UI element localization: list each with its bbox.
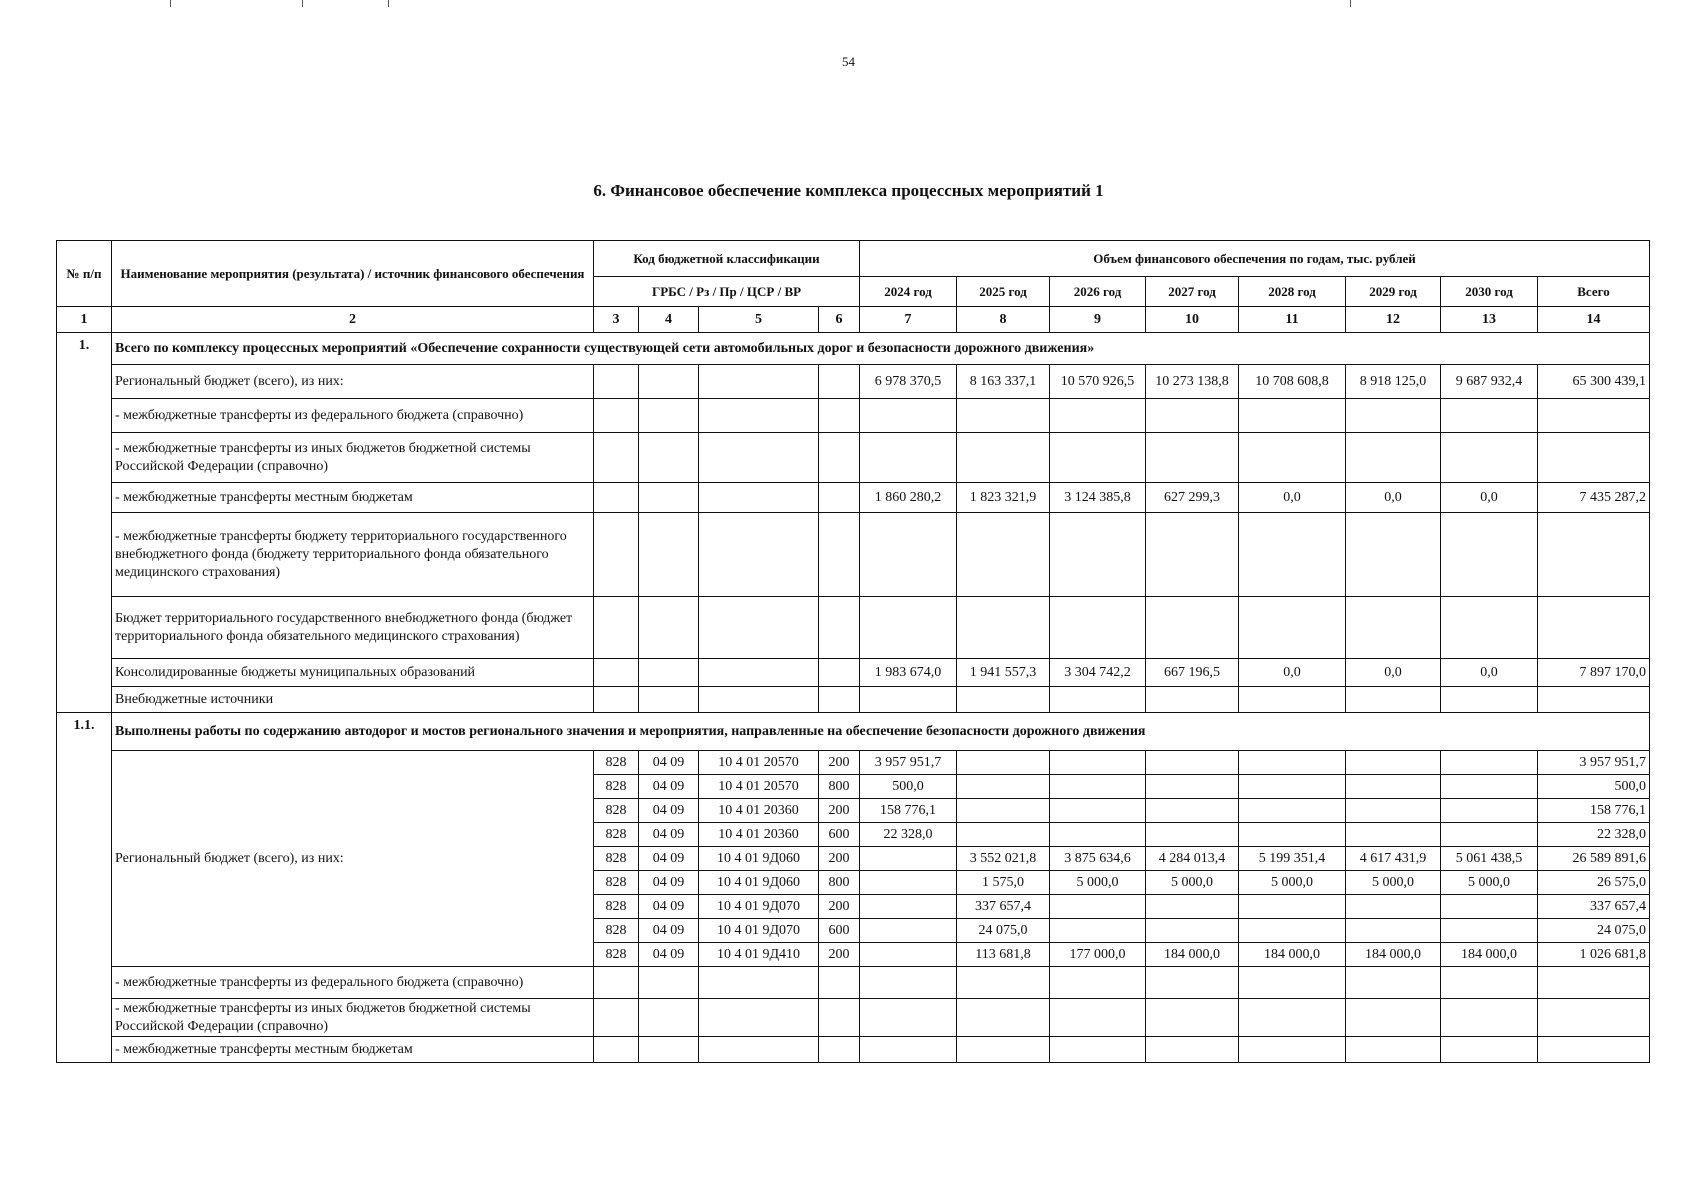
value-cell: 24 075,0 [957, 919, 1050, 943]
value-cell [1146, 597, 1239, 659]
value-cell: 22 328,0 [860, 823, 957, 847]
value-cell [1239, 433, 1346, 483]
csr-code: 10 4 01 9Д060 [699, 871, 819, 895]
header-year: 2024 год [860, 277, 957, 307]
value-cell [957, 775, 1050, 799]
value-cell: 0,0 [1346, 483, 1441, 513]
value-cell: 3 552 021,8 [957, 847, 1050, 871]
empty-cell [957, 999, 1050, 1037]
value-cell [1441, 775, 1538, 799]
code-cell [699, 597, 819, 659]
empty-cell [639, 967, 699, 999]
value-cell [1050, 919, 1146, 943]
code-cell [594, 433, 639, 483]
scan-mark [302, 0, 303, 7]
value-cell: 5 000,0 [1346, 871, 1441, 895]
vr-code: 600 [819, 823, 860, 847]
empty-cell [699, 967, 819, 999]
rz-pr-code: 04 09 [639, 751, 699, 775]
column-number: 5 [699, 307, 819, 333]
empty-cell [1146, 999, 1239, 1037]
value-cell [957, 687, 1050, 713]
value-cell [957, 751, 1050, 775]
value-cell [1441, 919, 1538, 943]
csr-code: 10 4 01 20360 [699, 799, 819, 823]
value-cell [1346, 775, 1441, 799]
code-cell [699, 399, 819, 433]
value-cell: 184 000,0 [1146, 943, 1239, 967]
financing-table [56, 240, 1650, 1063]
vr-code: 200 [819, 847, 860, 871]
value-cell [1441, 751, 1538, 775]
value-cell [1538, 513, 1650, 597]
value-cell [957, 433, 1050, 483]
row-label: - межбюджетные трансферты из федерального бюджета (справочно) [112, 399, 594, 433]
value-cell: 9 687 932,4 [1441, 365, 1538, 399]
value-cell [1050, 597, 1146, 659]
grbs-code: 828 [594, 751, 639, 775]
column-number: 13 [1441, 307, 1538, 333]
csr-code: 10 4 01 9Д070 [699, 895, 819, 919]
empty-cell [1239, 967, 1346, 999]
value-cell [860, 847, 957, 871]
empty-cell [860, 967, 957, 999]
empty-cell [594, 999, 639, 1037]
header-code-sub: ГРБС / Рз / Пр / ЦСР / ВР [594, 277, 860, 307]
header-year: 2026 год [1050, 277, 1146, 307]
value-cell [860, 399, 957, 433]
vr-code: 200 [819, 751, 860, 775]
value-cell [1346, 687, 1441, 713]
empty-cell [819, 1037, 860, 1063]
value-cell: 3 957 951,7 [860, 751, 957, 775]
grbs-code: 828 [594, 823, 639, 847]
value-cell: 184 000,0 [1346, 943, 1441, 967]
value-cell [1441, 687, 1538, 713]
empty-cell [1538, 1037, 1650, 1063]
value-cell [1146, 399, 1239, 433]
section-title: Всего по комплексу процессных мероприятий «Обеспечение сохранности существующей сети автомобильных дорог и безопасности дорожного движения» [112, 333, 1650, 365]
value-cell: 113 681,8 [957, 943, 1050, 967]
code-cell [594, 483, 639, 513]
value-cell: 337 657,4 [1538, 895, 1650, 919]
value-cell [1050, 751, 1146, 775]
scan-mark [388, 0, 389, 7]
code-cell [594, 687, 639, 713]
empty-cell [1239, 999, 1346, 1037]
value-cell: 26 575,0 [1538, 871, 1650, 895]
section-number: 1.1. [57, 713, 112, 1063]
column-number: 14 [1538, 307, 1650, 333]
value-cell: 10 273 138,8 [1146, 365, 1239, 399]
empty-cell [860, 999, 957, 1037]
grbs-code: 828 [594, 775, 639, 799]
empty-cell [1538, 967, 1650, 999]
csr-code: 10 4 01 20570 [699, 751, 819, 775]
value-cell [1146, 799, 1239, 823]
scan-mark [170, 0, 171, 7]
empty-cell [1050, 1037, 1146, 1063]
value-cell: 5 061 438,5 [1441, 847, 1538, 871]
value-cell: 26 589 891,6 [1538, 847, 1650, 871]
value-cell: 7 435 287,2 [1538, 483, 1650, 513]
value-cell [860, 597, 957, 659]
value-cell [957, 513, 1050, 597]
value-cell [1050, 399, 1146, 433]
rz-pr-code: 04 09 [639, 943, 699, 967]
value-cell [860, 919, 957, 943]
value-cell: 0,0 [1441, 483, 1538, 513]
row-label: - межбюджетные трансферты из иных бюджетов бюджетной системы Российской Федерации (справочно) [112, 433, 594, 483]
value-cell [1441, 895, 1538, 919]
empty-cell [957, 1037, 1050, 1063]
value-cell: 627 299,3 [1146, 483, 1239, 513]
scan-mark [1350, 0, 1351, 7]
value-cell [1538, 687, 1650, 713]
csr-code: 10 4 01 9Д410 [699, 943, 819, 967]
code-cell [639, 483, 699, 513]
value-cell: 500,0 [860, 775, 957, 799]
value-cell [1239, 895, 1346, 919]
header-year: 2028 год [1239, 277, 1346, 307]
empty-cell [1050, 967, 1146, 999]
value-cell: 4 617 431,9 [1346, 847, 1441, 871]
value-cell: 3 957 951,7 [1538, 751, 1650, 775]
value-cell [1146, 687, 1239, 713]
value-cell: 1 941 557,3 [957, 659, 1050, 687]
header-no: № п/п [57, 241, 112, 307]
value-cell [860, 871, 957, 895]
rz-pr-code: 04 09 [639, 895, 699, 919]
value-cell [1538, 597, 1650, 659]
code-cell [639, 399, 699, 433]
column-number: 12 [1346, 307, 1441, 333]
value-cell [860, 513, 957, 597]
column-number: 10 [1146, 307, 1239, 333]
value-cell: 10 570 926,5 [1050, 365, 1146, 399]
value-cell [860, 433, 957, 483]
code-cell [594, 659, 639, 687]
code-cell [699, 365, 819, 399]
grbs-code: 828 [594, 847, 639, 871]
value-cell: 1 983 674,0 [860, 659, 957, 687]
code-cell [639, 597, 699, 659]
value-cell [1146, 823, 1239, 847]
vr-code: 200 [819, 895, 860, 919]
csr-code: 10 4 01 20360 [699, 823, 819, 847]
value-cell [1239, 919, 1346, 943]
csr-code: 10 4 01 9Д060 [699, 847, 819, 871]
value-cell [860, 943, 957, 967]
value-cell [1146, 775, 1239, 799]
csr-code: 10 4 01 20570 [699, 775, 819, 799]
value-cell [1050, 775, 1146, 799]
value-cell [1239, 597, 1346, 659]
code-cell [699, 659, 819, 687]
header-volume-group: Объем финансового обеспечения по годам, тыс. рублей [860, 241, 1650, 277]
empty-cell [1441, 967, 1538, 999]
value-cell [1146, 919, 1239, 943]
value-cell [1050, 799, 1146, 823]
value-cell: 1 026 681,8 [1538, 943, 1650, 967]
code-cell [639, 433, 699, 483]
code-cell [594, 399, 639, 433]
column-number: 3 [594, 307, 639, 333]
value-cell [957, 399, 1050, 433]
empty-cell [1346, 1037, 1441, 1063]
code-cell [699, 483, 819, 513]
value-cell: 24 075,0 [1538, 919, 1650, 943]
empty-cell [860, 1037, 957, 1063]
value-cell: 667 196,5 [1146, 659, 1239, 687]
value-cell [1346, 597, 1441, 659]
page-title: 6. Финансовое обеспечение комплекса процессных мероприятий 1 [593, 181, 1104, 200]
value-cell: 0,0 [1346, 659, 1441, 687]
code-cell [699, 513, 819, 597]
value-cell: 4 284 013,4 [1146, 847, 1239, 871]
value-cell [1239, 799, 1346, 823]
rz-pr-code: 04 09 [639, 799, 699, 823]
value-cell [860, 687, 957, 713]
header-year: 2025 год [957, 277, 1050, 307]
value-cell: 0,0 [1239, 659, 1346, 687]
value-cell [1346, 895, 1441, 919]
value-cell: 8 918 125,0 [1346, 365, 1441, 399]
value-cell [957, 823, 1050, 847]
value-cell: 8 163 337,1 [957, 365, 1050, 399]
empty-cell [1441, 999, 1538, 1037]
vr-code: 200 [819, 943, 860, 967]
value-cell [1441, 799, 1538, 823]
empty-cell [594, 967, 639, 999]
header-year: 2030 год [1441, 277, 1538, 307]
empty-cell [1146, 967, 1239, 999]
value-cell [1239, 823, 1346, 847]
value-cell: 5 000,0 [1441, 871, 1538, 895]
code-cell [639, 659, 699, 687]
code-cell [639, 513, 699, 597]
value-cell [1239, 513, 1346, 597]
row-label: Региональный бюджет (всего), из них: [112, 365, 594, 399]
empty-cell [594, 1037, 639, 1063]
code-cell [819, 513, 860, 597]
value-cell: 5 199 351,4 [1239, 847, 1346, 871]
header-name: Наименование мероприятия (результата) / источник финансового обеспечения [112, 241, 594, 307]
value-cell: 5 000,0 [1239, 871, 1346, 895]
value-cell: 177 000,0 [1050, 943, 1146, 967]
empty-cell [819, 999, 860, 1037]
empty-cell [1346, 967, 1441, 999]
value-cell [1146, 433, 1239, 483]
value-cell: 0,0 [1239, 483, 1346, 513]
code-cell [819, 597, 860, 659]
value-cell: 0,0 [1441, 659, 1538, 687]
section-title: Выполнены работы по содержанию автодорог и мостов регионального значения и мероприятия, направленные на обеспечение безопасности дорожного движения [112, 713, 1650, 751]
value-cell [1441, 823, 1538, 847]
code-cell [819, 399, 860, 433]
value-cell [1346, 751, 1441, 775]
empty-cell [957, 967, 1050, 999]
column-number: 8 [957, 307, 1050, 333]
rz-pr-code: 04 09 [639, 871, 699, 895]
grbs-code: 828 [594, 799, 639, 823]
code-cell [594, 365, 639, 399]
vr-code: 800 [819, 871, 860, 895]
value-cell: 65 300 439,1 [1538, 365, 1650, 399]
row-label: Консолидированные бюджеты муниципальных образований [112, 659, 594, 687]
value-cell [1346, 399, 1441, 433]
code-cell [594, 597, 639, 659]
rz-pr-code: 04 09 [639, 775, 699, 799]
vr-code: 200 [819, 799, 860, 823]
value-cell [1441, 433, 1538, 483]
row-label: - межбюджетные трансферты местным бюджетам [112, 1037, 594, 1063]
value-cell: 1 575,0 [957, 871, 1050, 895]
row-label: - межбюджетные трансферты из федерального бюджета (справочно) [112, 967, 594, 999]
value-cell: 3 875 634,6 [1050, 847, 1146, 871]
value-cell [1441, 399, 1538, 433]
value-cell: 22 328,0 [1538, 823, 1650, 847]
value-cell [1441, 597, 1538, 659]
value-cell [1346, 433, 1441, 483]
page-number: 54 [842, 54, 855, 69]
rz-pr-code: 04 09 [639, 847, 699, 871]
value-cell: 158 776,1 [860, 799, 957, 823]
csr-code: 10 4 01 9Д070 [699, 919, 819, 943]
value-cell: 158 776,1 [1538, 799, 1650, 823]
value-cell [1146, 895, 1239, 919]
value-cell: 500,0 [1538, 775, 1650, 799]
value-cell [1346, 799, 1441, 823]
grbs-code: 828 [594, 943, 639, 967]
empty-cell [1538, 999, 1650, 1037]
value-cell: 6 978 370,5 [860, 365, 957, 399]
code-cell [819, 483, 860, 513]
empty-cell [639, 1037, 699, 1063]
value-cell [1346, 823, 1441, 847]
empty-cell [699, 999, 819, 1037]
code-cell [699, 433, 819, 483]
header-year: Всего [1538, 277, 1650, 307]
value-cell: 10 708 608,8 [1239, 365, 1346, 399]
code-cell [639, 365, 699, 399]
row-label: Внебюджетные источники [112, 687, 594, 713]
code-cell [819, 365, 860, 399]
value-cell: 5 000,0 [1050, 871, 1146, 895]
value-cell [1239, 775, 1346, 799]
value-cell [957, 799, 1050, 823]
code-cell [594, 513, 639, 597]
column-number: 11 [1239, 307, 1346, 333]
value-cell [1050, 513, 1146, 597]
row-label: - межбюджетные трансферты бюджету территориального государственного внебюджетного фонда (бюджету территориального фонда обязательного медицинского страхования) [112, 513, 594, 597]
value-cell [1050, 895, 1146, 919]
rz-pr-code: 04 09 [639, 823, 699, 847]
value-cell [1239, 751, 1346, 775]
rz-pr-code: 04 09 [639, 919, 699, 943]
value-cell [860, 895, 957, 919]
value-cell: 3 124 385,8 [1050, 483, 1146, 513]
value-cell: 5 000,0 [1146, 871, 1239, 895]
value-cell: 7 897 170,0 [1538, 659, 1650, 687]
value-cell [957, 597, 1050, 659]
code-cell [819, 659, 860, 687]
value-cell: 184 000,0 [1441, 943, 1538, 967]
empty-cell [1146, 1037, 1239, 1063]
header-year: 2029 год [1346, 277, 1441, 307]
value-cell [1346, 919, 1441, 943]
value-cell [1538, 399, 1650, 433]
column-number: 2 [112, 307, 594, 333]
value-cell: 1 823 321,9 [957, 483, 1050, 513]
value-cell [1441, 513, 1538, 597]
code-cell [819, 687, 860, 713]
column-number: 6 [819, 307, 860, 333]
value-cell: 1 860 280,2 [860, 483, 957, 513]
header-year: 2027 год [1146, 277, 1239, 307]
grbs-code: 828 [594, 871, 639, 895]
row-label: Региональный бюджет (всего), из них: [112, 751, 594, 967]
empty-cell [699, 1037, 819, 1063]
header-code-group: Код бюджетной классификации [594, 241, 860, 277]
value-cell [1146, 751, 1239, 775]
vr-code: 600 [819, 919, 860, 943]
vr-code: 800 [819, 775, 860, 799]
column-number: 4 [639, 307, 699, 333]
value-cell [1346, 513, 1441, 597]
value-cell [1146, 513, 1239, 597]
code-cell [639, 687, 699, 713]
value-cell [1239, 687, 1346, 713]
code-cell [699, 687, 819, 713]
grbs-code: 828 [594, 895, 639, 919]
value-cell: 337 657,4 [957, 895, 1050, 919]
value-cell [1050, 433, 1146, 483]
value-cell: 184 000,0 [1239, 943, 1346, 967]
empty-cell [639, 999, 699, 1037]
grbs-code: 828 [594, 919, 639, 943]
code-cell [819, 433, 860, 483]
empty-cell [1441, 1037, 1538, 1063]
row-label: - межбюджетные трансферты местным бюджетам [112, 483, 594, 513]
value-cell [1239, 399, 1346, 433]
value-cell [1538, 433, 1650, 483]
value-cell [1050, 823, 1146, 847]
empty-cell [1239, 1037, 1346, 1063]
row-label: Бюджет территориального государственного внебюджетного фонда (бюджет территориального фонда обязательного медицинского страхования) [112, 597, 594, 659]
empty-cell [1050, 999, 1146, 1037]
empty-cell [1346, 999, 1441, 1037]
empty-cell [819, 967, 860, 999]
column-number: 9 [1050, 307, 1146, 333]
column-number: 1 [57, 307, 112, 333]
value-cell [1050, 687, 1146, 713]
section-number: 1. [57, 333, 112, 713]
column-number: 7 [860, 307, 957, 333]
row-label: - межбюджетные трансферты из иных бюджетов бюджетной системы Российской Федерации (справочно) [112, 999, 594, 1037]
value-cell: 3 304 742,2 [1050, 659, 1146, 687]
